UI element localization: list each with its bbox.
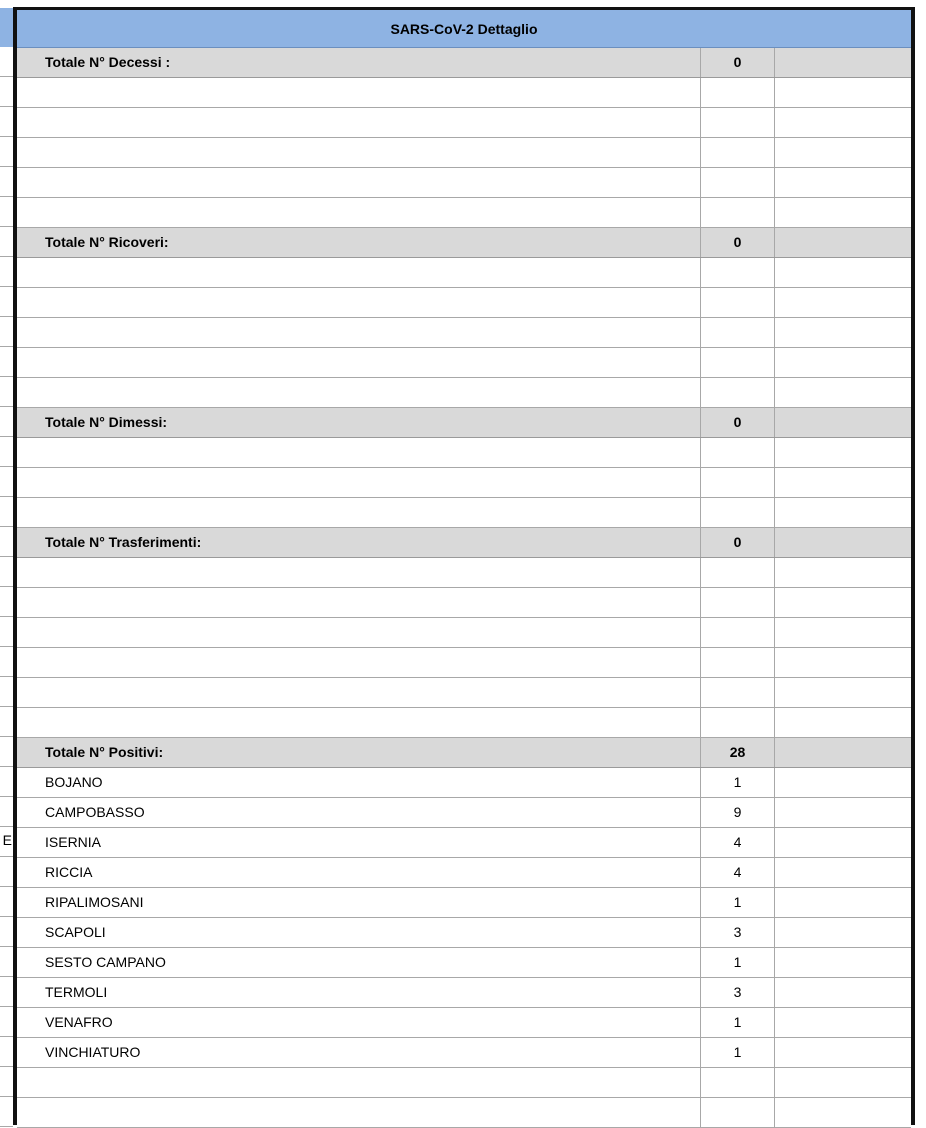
total-value: 0: [733, 414, 742, 430]
label-cell[interactable]: [17, 78, 700, 107]
label-cell[interactable]: [17, 438, 700, 467]
left-grid-row: [0, 977, 13, 1007]
municipality-name: RICCIA: [45, 864, 93, 880]
label-cell[interactable]: [17, 258, 700, 287]
municipality-count: 3: [733, 924, 742, 940]
label-cell[interactable]: [17, 378, 700, 407]
municipality-name: CAMPOBASSO: [45, 804, 145, 820]
total-label: Totale N° Dimessi:: [45, 414, 168, 430]
value-cell[interactable]: [700, 258, 775, 287]
left-grid-row: [0, 917, 13, 947]
left-cutoff-column: [0, 8, 13, 1125]
empty-row: [17, 198, 911, 228]
extra-cell[interactable]: [775, 618, 911, 647]
municipality-count: 1: [733, 1014, 742, 1030]
left-grid-row: [0, 797, 13, 827]
extra-cell[interactable]: [775, 1098, 911, 1127]
value-cell[interactable]: [700, 408, 775, 437]
label-cell[interactable]: [17, 1008, 700, 1037]
empty-row: [17, 678, 911, 708]
municipality-name: TERMOLI: [45, 984, 108, 1000]
value-cell[interactable]: [700, 198, 775, 227]
extra-cell[interactable]: [775, 468, 911, 497]
municipality-name: VENAFRO: [45, 1014, 113, 1030]
empty-row: [17, 318, 911, 348]
empty-row: [17, 468, 911, 498]
municipality-name: ISERNIA: [45, 834, 102, 850]
municipality-count: 3: [733, 984, 742, 1000]
label-cell[interactable]: [17, 1068, 700, 1097]
extra-cell[interactable]: [775, 228, 911, 257]
left-grid-row: [0, 377, 13, 407]
value-cell[interactable]: [700, 48, 775, 77]
value-cell[interactable]: [700, 228, 775, 257]
label-cell[interactable]: [17, 408, 700, 437]
table-row: [17, 978, 911, 1008]
municipality-name: RIPALIMOSANI: [45, 894, 144, 910]
left-grid-row: [0, 137, 13, 167]
extra-cell[interactable]: [775, 318, 911, 347]
value-cell[interactable]: [700, 318, 775, 347]
extra-cell[interactable]: [775, 558, 911, 587]
empty-row: [17, 1098, 911, 1128]
label-cell[interactable]: [17, 318, 700, 347]
extra-cell[interactable]: [775, 288, 911, 317]
extra-cell[interactable]: [775, 138, 911, 167]
left-grid-row: [0, 407, 13, 437]
total-row: [17, 228, 911, 258]
value-cell[interactable]: [700, 738, 775, 767]
label-cell[interactable]: [17, 858, 700, 887]
total-row: [17, 528, 911, 558]
value-cell[interactable]: [700, 588, 775, 617]
extra-cell[interactable]: [775, 1068, 911, 1097]
extra-cell[interactable]: [775, 738, 911, 767]
empty-row: [17, 708, 911, 738]
empty-row: [17, 498, 911, 528]
extra-cell[interactable]: [775, 828, 911, 857]
left-grid-row: [0, 227, 13, 257]
left-grid-row: [0, 887, 13, 917]
label-cell[interactable]: [17, 498, 700, 527]
label-cell[interactable]: [17, 618, 700, 647]
left-grid-row: [0, 647, 13, 677]
table-row: [17, 888, 911, 918]
right-border: [911, 8, 915, 1125]
label-cell[interactable]: [17, 888, 700, 917]
value-cell[interactable]: [700, 1068, 775, 1097]
extra-cell[interactable]: [775, 948, 911, 977]
municipality-count: 4: [733, 834, 742, 850]
label-cell[interactable]: [17, 948, 700, 977]
extra-cell[interactable]: [775, 678, 911, 707]
value-cell[interactable]: [700, 288, 775, 317]
label-cell[interactable]: [17, 138, 700, 167]
empty-row: [17, 108, 911, 138]
extra-cell[interactable]: [775, 708, 911, 737]
total-label: Totale N° Decessi :: [45, 54, 171, 70]
table-row: [17, 828, 911, 858]
left-grid-row: [0, 1037, 13, 1067]
left-grid-row: [0, 857, 13, 887]
total-value: 0: [733, 234, 742, 250]
extra-cell[interactable]: [775, 48, 911, 77]
value-cell[interactable]: [700, 1098, 775, 1127]
extra-cell[interactable]: [775, 588, 911, 617]
extra-cell[interactable]: [775, 888, 911, 917]
value-cell[interactable]: [700, 498, 775, 527]
value-cell[interactable]: [700, 138, 775, 167]
label-cell[interactable]: [17, 168, 700, 197]
left-grid-row: [0, 677, 13, 707]
extra-cell[interactable]: [775, 858, 911, 887]
extra-cell[interactable]: [775, 438, 911, 467]
extra-cell[interactable]: [775, 348, 911, 377]
empty-row: [17, 558, 911, 588]
value-cell[interactable]: [700, 768, 775, 797]
left-grid-row: [0, 167, 13, 197]
table-row: [17, 1008, 911, 1038]
left-grid-row: [0, 947, 13, 977]
left-grid-row: [0, 1097, 13, 1127]
municipality-count: 1: [733, 774, 742, 790]
left-grid-row: [0, 47, 13, 77]
value-cell[interactable]: [700, 108, 775, 137]
total-row: [17, 738, 911, 768]
value-cell[interactable]: [700, 1038, 775, 1067]
value-cell[interactable]: [700, 468, 775, 497]
empty-row: [17, 1068, 911, 1098]
municipality-name: SCAPOLI: [45, 924, 106, 940]
left-grid-row: [0, 197, 13, 227]
extra-cell[interactable]: [775, 378, 911, 407]
municipality-name: BOJANO: [45, 774, 103, 790]
value-cell[interactable]: [700, 378, 775, 407]
extra-cell[interactable]: [775, 408, 911, 437]
empty-row: [17, 138, 911, 168]
value-cell[interactable]: [700, 648, 775, 677]
empty-row: [17, 648, 911, 678]
empty-row: [17, 258, 911, 288]
extra-cell[interactable]: [775, 768, 911, 797]
value-cell[interactable]: [700, 888, 775, 917]
value-cell[interactable]: [700, 78, 775, 107]
value-cell[interactable]: [700, 978, 775, 1007]
total-value: 0: [733, 54, 742, 70]
table-title: SARS-CoV-2 Dettaglio: [390, 20, 538, 37]
table-row: [17, 768, 911, 798]
label-cell[interactable]: [17, 198, 700, 227]
total-value: 0: [733, 534, 742, 550]
table-row: [17, 798, 911, 828]
label-cell[interactable]: [17, 288, 700, 317]
left-grid-row: [0, 77, 13, 107]
value-cell[interactable]: [700, 528, 775, 557]
extra-cell[interactable]: [775, 528, 911, 557]
label-cell[interactable]: [17, 828, 700, 857]
label-cell[interactable]: [17, 588, 700, 617]
value-cell[interactable]: [700, 828, 775, 857]
extra-cell[interactable]: [775, 198, 911, 227]
label-cell[interactable]: [17, 1038, 700, 1067]
label-cell[interactable]: [17, 228, 700, 257]
detail-table: [17, 10, 911, 1128]
left-grid-row: [0, 617, 13, 647]
left-grid-row: [0, 347, 13, 377]
left-grid-row: [0, 1007, 13, 1037]
value-cell[interactable]: [700, 798, 775, 827]
left-grid-row: [0, 467, 13, 497]
label-cell[interactable]: [17, 978, 700, 1007]
extra-cell[interactable]: [775, 918, 911, 947]
label-cell[interactable]: [17, 528, 700, 557]
label-cell[interactable]: [17, 678, 700, 707]
empty-row: [17, 288, 911, 318]
value-cell[interactable]: [700, 708, 775, 737]
empty-row: [17, 588, 911, 618]
extra-cell[interactable]: [775, 78, 911, 107]
left-grid-row: [0, 107, 13, 137]
value-cell[interactable]: [700, 948, 775, 977]
municipality-count: 1: [733, 1044, 742, 1060]
table-row: [17, 1038, 911, 1068]
total-label: Totale N° Positivi:: [45, 744, 164, 760]
value-cell[interactable]: [700, 618, 775, 647]
extra-cell[interactable]: [775, 1038, 911, 1067]
value-cell[interactable]: [700, 1008, 775, 1037]
label-cell[interactable]: [17, 648, 700, 677]
left-grid-row: [0, 527, 13, 557]
left-grid-row: [0, 587, 13, 617]
label-cell[interactable]: [17, 708, 700, 737]
value-cell[interactable]: [700, 168, 775, 197]
label-cell[interactable]: [17, 348, 700, 377]
value-cell[interactable]: [700, 858, 775, 887]
left-grid-row: [0, 317, 13, 347]
left-header-cell: [0, 8, 13, 47]
value-cell[interactable]: [700, 918, 775, 947]
total-label: Totale N° Trasferimenti:: [45, 534, 202, 550]
label-cell[interactable]: [17, 918, 700, 947]
value-cell[interactable]: [700, 558, 775, 587]
left-grid-row: [0, 557, 13, 587]
empty-row: [17, 378, 911, 408]
municipality-count: 1: [733, 954, 742, 970]
left-grid-row: [0, 1067, 13, 1097]
extra-cell[interactable]: [775, 108, 911, 137]
label-cell[interactable]: [17, 48, 700, 77]
label-cell[interactable]: [17, 468, 700, 497]
label-cell[interactable]: [17, 1098, 700, 1127]
empty-row: [17, 168, 911, 198]
municipality-name: VINCHIATURO: [45, 1044, 141, 1060]
table-row: [17, 858, 911, 888]
left-grid-row: [0, 737, 13, 767]
extra-cell[interactable]: [775, 648, 911, 677]
left-grid-row: [0, 707, 13, 737]
municipality-count: 1: [733, 894, 742, 910]
table-row: [17, 948, 911, 978]
empty-row: [17, 438, 911, 468]
municipality-name: SESTO CAMPANO: [45, 954, 166, 970]
left-grid-row: [0, 257, 13, 287]
label-cell[interactable]: [17, 738, 700, 767]
left-grid-row: [0, 287, 13, 317]
total-label: Totale N° Ricoveri:: [45, 234, 169, 250]
extra-cell[interactable]: [775, 498, 911, 527]
left-grid-row: [0, 437, 13, 467]
municipality-count: 9: [733, 804, 742, 820]
extra-cell[interactable]: [775, 258, 911, 287]
label-cell[interactable]: [17, 558, 700, 587]
extra-cell[interactable]: [775, 168, 911, 197]
value-cell[interactable]: [700, 678, 775, 707]
left-grid-row: [0, 497, 13, 527]
total-row: [17, 48, 911, 78]
municipality-count: 4: [733, 864, 742, 880]
table-header: [17, 10, 911, 48]
total-row: [17, 408, 911, 438]
table-row: [17, 918, 911, 948]
label-cell[interactable]: [17, 108, 700, 137]
value-cell[interactable]: [700, 348, 775, 377]
left-grid-row: [0, 767, 13, 797]
extra-cell[interactable]: [775, 978, 911, 1007]
extra-cell[interactable]: [775, 1008, 911, 1037]
left-cut-text: E: [2, 832, 12, 848]
label-cell[interactable]: [17, 798, 700, 827]
label-cell[interactable]: [17, 768, 700, 797]
value-cell[interactable]: [700, 438, 775, 467]
empty-row: [17, 78, 911, 108]
empty-row: [17, 348, 911, 378]
extra-cell[interactable]: [775, 798, 911, 827]
empty-row: [17, 618, 911, 648]
total-value: 28: [729, 744, 746, 760]
